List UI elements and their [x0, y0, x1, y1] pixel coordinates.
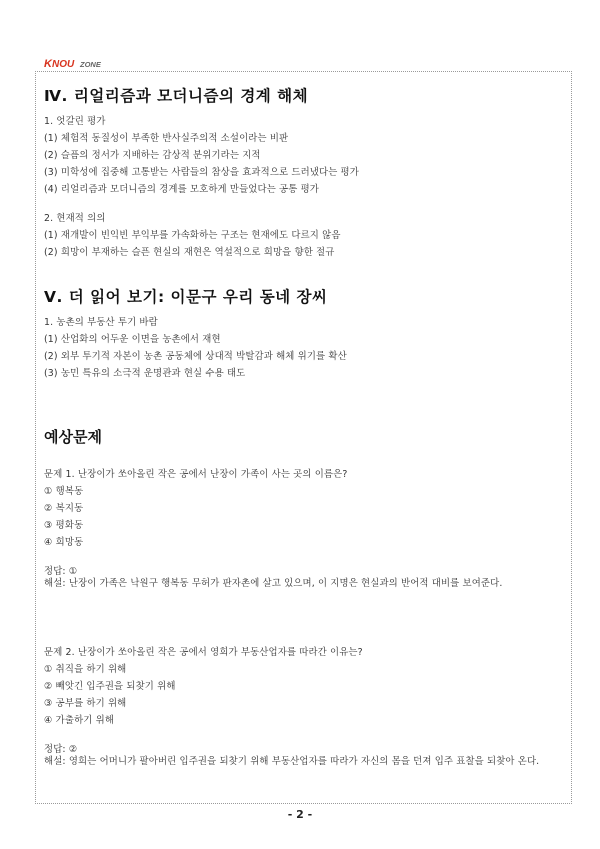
section-5-sub1-item: (1) 산업화의 어두운 이면을 농촌에서 재현	[44, 334, 221, 345]
knouzone-logo	[44, 57, 114, 69]
section-4-sub2-item: (1) 재개발이 빈익빈 부익부를 가속화하는 구조는 현재에도 다르지 않음	[44, 230, 341, 241]
question-1-explanation: 해설: 난장이 가족은 낙원구 행복동 무허가 판자촌에 살고 있으며, 이 지명은 현실과의 반어적 대비를 보여준다.	[44, 578, 503, 589]
exam-heading: 예상문제	[44, 428, 102, 446]
question-1: 문제 1. 난장이가 쏘아올린 작은 공에서 난장이 가족이 사는 곳의 이름은?	[44, 469, 348, 480]
section-4-sub1-item: (2) 슬픔의 정서가 지배하는 감상적 분위기라는 지적	[44, 150, 261, 161]
svg-text:ZONE: ZONE	[80, 60, 101, 69]
section-5-sub1: 1. 농촌의 부동산 투기 바람	[44, 317, 158, 328]
section-4-sub2-item: (2) 희망이 부재하는 슬픈 현실의 재현은 역설적으로 희망을 향한 절규	[44, 247, 335, 258]
question-2-option: ① 취직을 하기 위해	[44, 664, 127, 675]
question-1-answer: 정답: ①	[44, 566, 78, 577]
question-1-option: ① 행복동	[44, 486, 84, 497]
section-4-sub1-item: (3) 미학성에 집중해 고통받는 사람들의 참상을 효과적으로 드러냈다는 평가	[44, 167, 359, 178]
question-2-option: ④ 가출하기 위해	[44, 715, 115, 726]
question-2-answer: 정답: ②	[44, 744, 78, 755]
section-4-heading: Ⅳ. 리얼리즘과 모더니즘의 경계 해체	[44, 87, 309, 105]
section-4-sub1: 1. 엇갈린 평가	[44, 116, 106, 127]
question-2-explanation: 해설: 영희는 어머니가 팔아버린 입주권을 되찾기 위해 부동산업자를 따라가 자신의 몸을 던져 입주 표찰을 되찾아 온다.	[44, 756, 540, 767]
svg-text:NOU: NOU	[52, 59, 75, 69]
page-number: - 2 -	[287, 808, 313, 821]
svg-text:K: K	[44, 58, 52, 69]
question-1-option: ② 복지동	[44, 503, 84, 514]
question-2-option: ③ 공부를 하기 위해	[44, 698, 127, 709]
question-2-option: ② 빼앗긴 입주권을 되찾기 위해	[44, 681, 176, 692]
section-4-sub1-item: (1) 체험적 동질성이 부족한 반사실주의적 소설이라는 비판	[44, 133, 289, 144]
section-5-heading: Ⅴ. 더 읽어 보기: 이문구 우리 동네 장씨	[44, 288, 328, 306]
question-1-option: ④ 희망동	[44, 537, 84, 548]
question-2: 문제 2. 난장이가 쏘아올린 작은 공에서 영희가 부동산업자를 따라간 이유는?	[44, 647, 363, 658]
section-4-sub1-item: (4) 리얼리즘과 모더니즘의 경계를 모호하게 만들었다는 공통 평가	[44, 184, 320, 195]
question-1-option: ③ 평화동	[44, 520, 84, 531]
section-5-sub1-item: (3) 농민 특유의 소극적 운명관과 현실 수용 태도	[44, 368, 246, 379]
section-4-sub2: 2. 현재적 의의	[44, 213, 106, 224]
section-5-sub1-item: (2) 외부 투기적 자본이 농촌 공동체에 상대적 박탈감과 해체 위기를 확산	[44, 351, 347, 362]
